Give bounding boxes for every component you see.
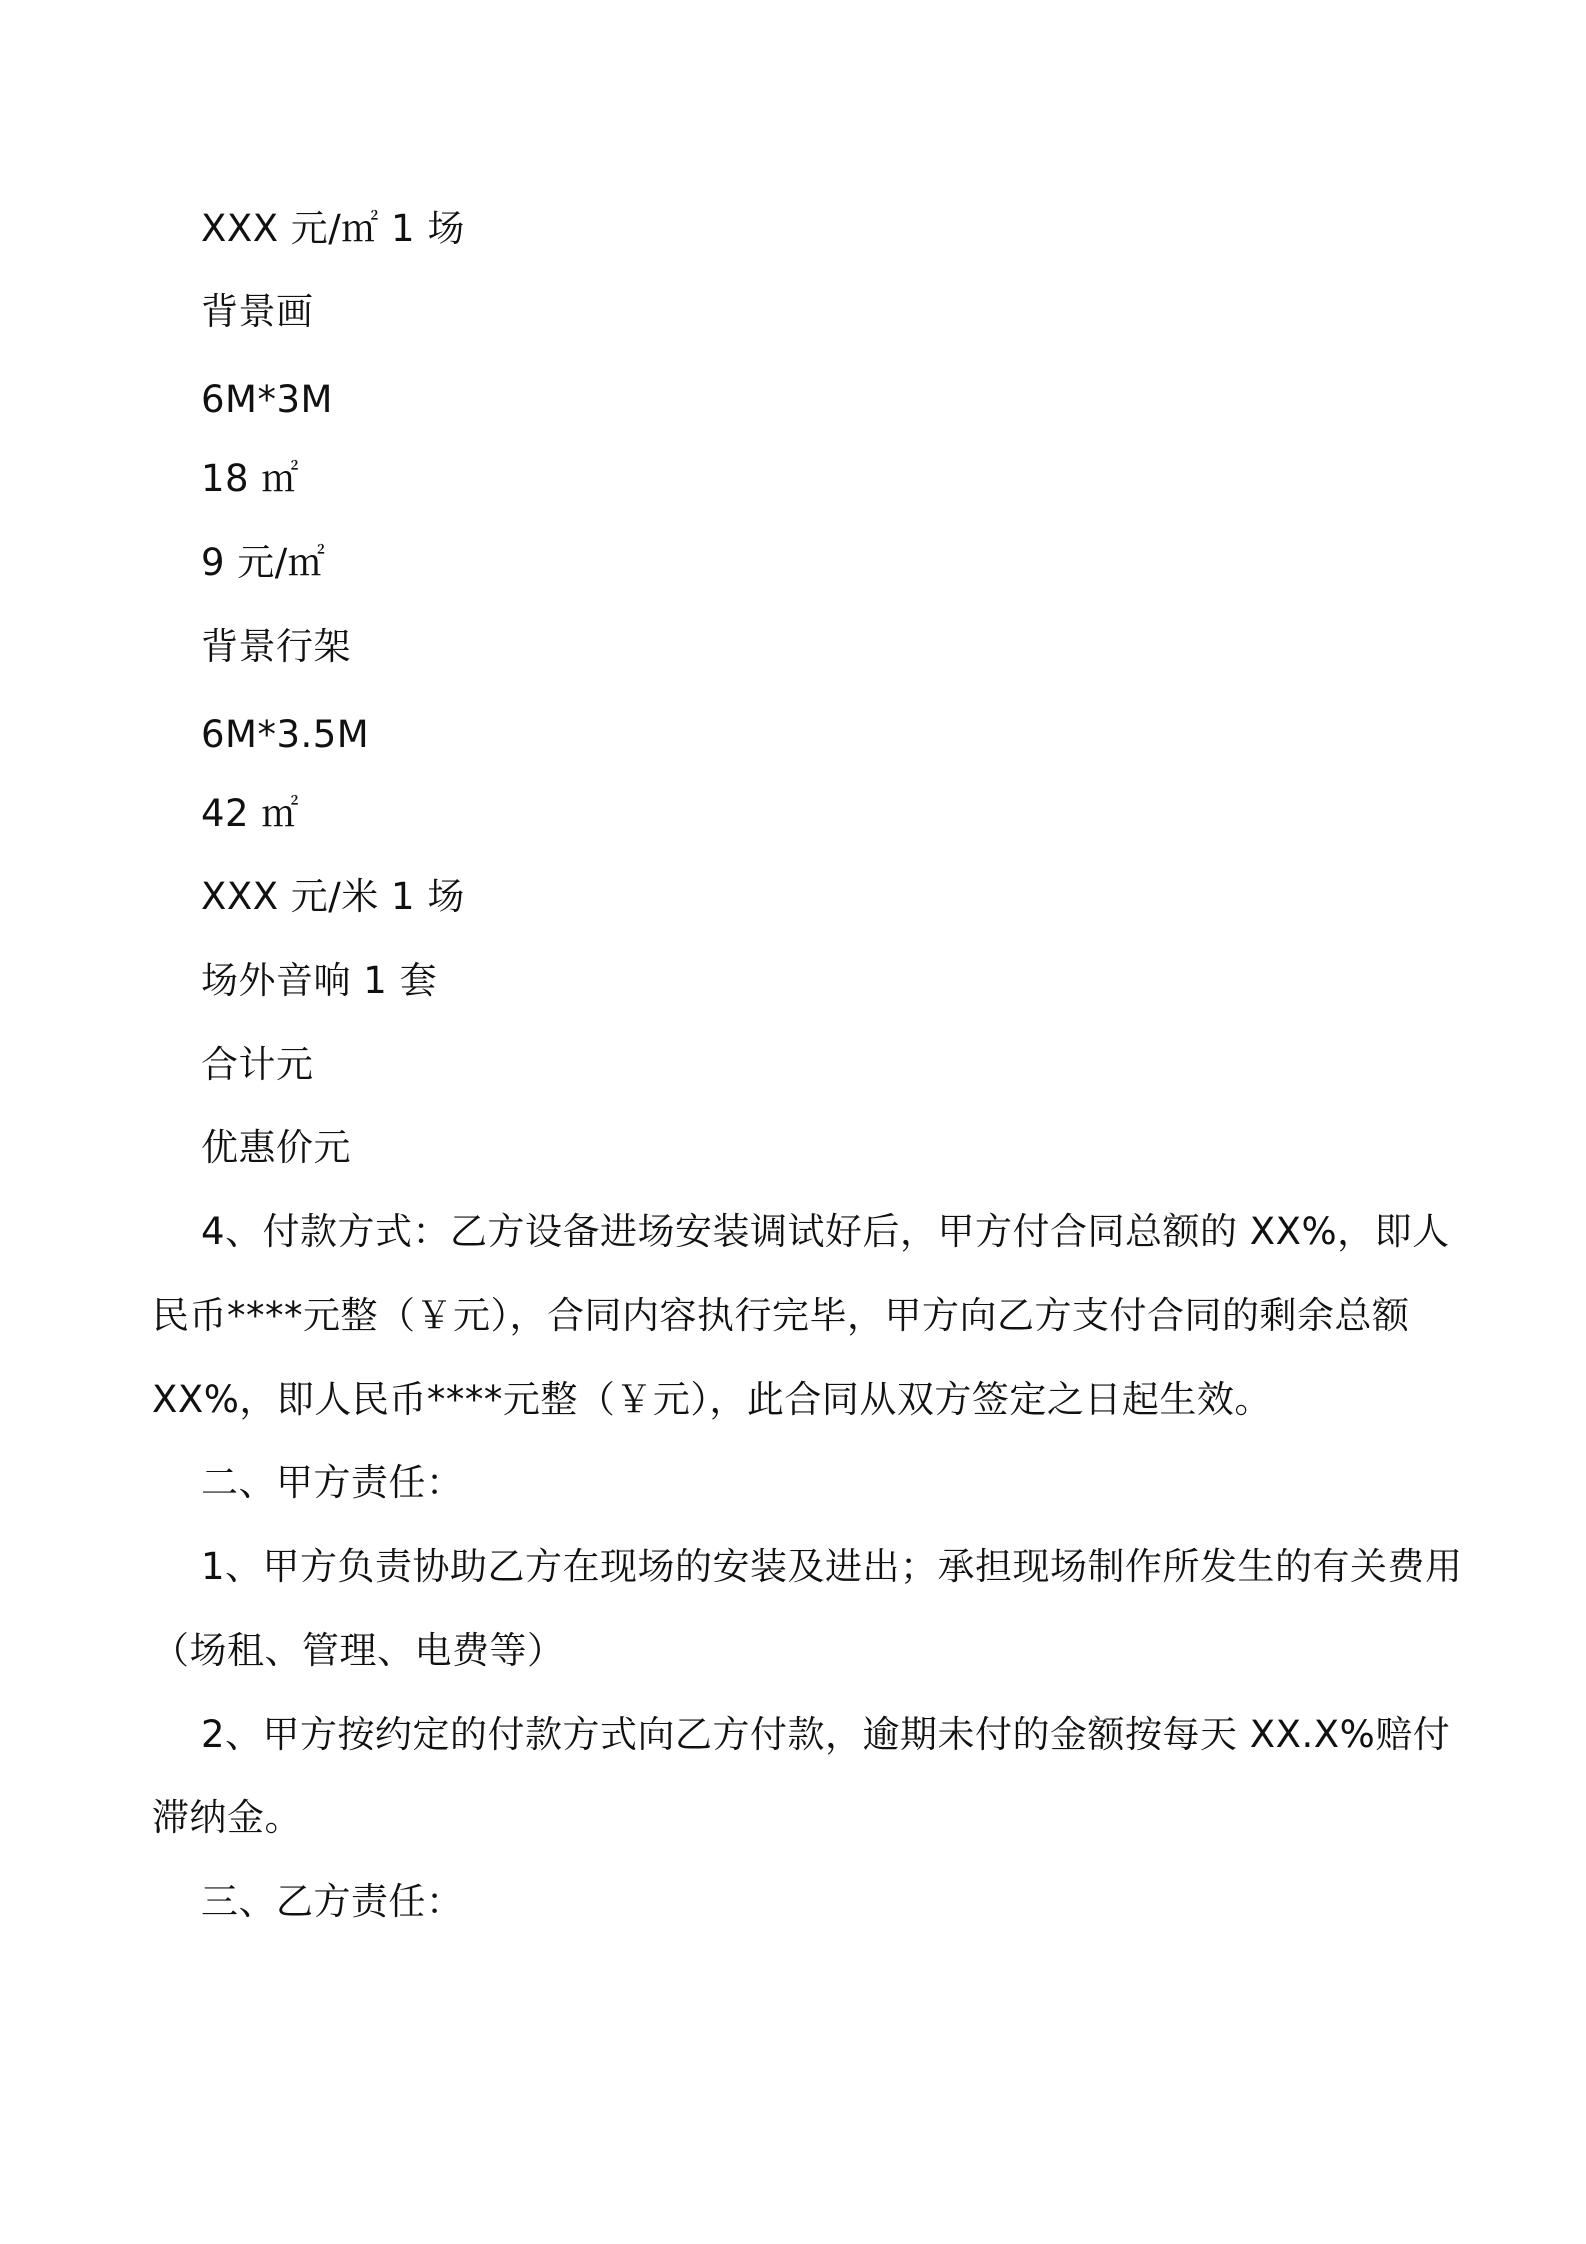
- list-item: 背景行架: [201, 625, 351, 668]
- list-item: XXX 元/米 1 场: [201, 875, 465, 918]
- payment-paragraph-line-1: 4、付款方式：乙方设备进场安装调试好后，甲方付合同总额的 XX%，即人: [201, 1210, 1450, 1253]
- payment-paragraph-line-2: 民币****元整（￥元），合同内容执行完毕，甲方向乙方支付合同的剩余总额: [152, 1294, 1410, 1337]
- party-a-item-2-line-2: 滞纳金。: [152, 1796, 302, 1839]
- list-item: 合计元: [201, 1043, 314, 1086]
- party-a-item-1-line-2: （场租、管理、电费等）: [152, 1629, 565, 1672]
- list-item: 42 ㎡: [201, 792, 299, 835]
- list-item: 6M*3M: [201, 378, 333, 421]
- list-item: 背景画: [201, 290, 314, 333]
- list-item: 9 元/㎡: [201, 541, 326, 584]
- list-item: 6M*3.5M: [201, 713, 370, 756]
- party-a-item-1-line-1: 1、甲方负责协助乙方在现场的安装及进出；承担现场制作所发生的有关费用: [201, 1545, 1463, 1588]
- list-item: 优惠价元: [201, 1126, 351, 1169]
- payment-paragraph-line-3: XX%，即人民币****元整（￥元），此合同从双方签定之日起生效。: [152, 1378, 1272, 1421]
- list-item: 18 ㎡: [201, 457, 299, 500]
- list-item: XXX 元/㎡ 1 场: [201, 207, 465, 250]
- party-a-item-2-line-1: 2、甲方按约定的付款方式向乙方付款，逾期未付的金额按每天 XX.X%赔付: [201, 1713, 1451, 1756]
- list-item: 场外音响 1 套: [201, 959, 438, 1002]
- section-heading-party-a: 二、甲方责任：: [201, 1461, 464, 1504]
- section-heading-party-b: 三、乙方责任：: [201, 1880, 464, 1923]
